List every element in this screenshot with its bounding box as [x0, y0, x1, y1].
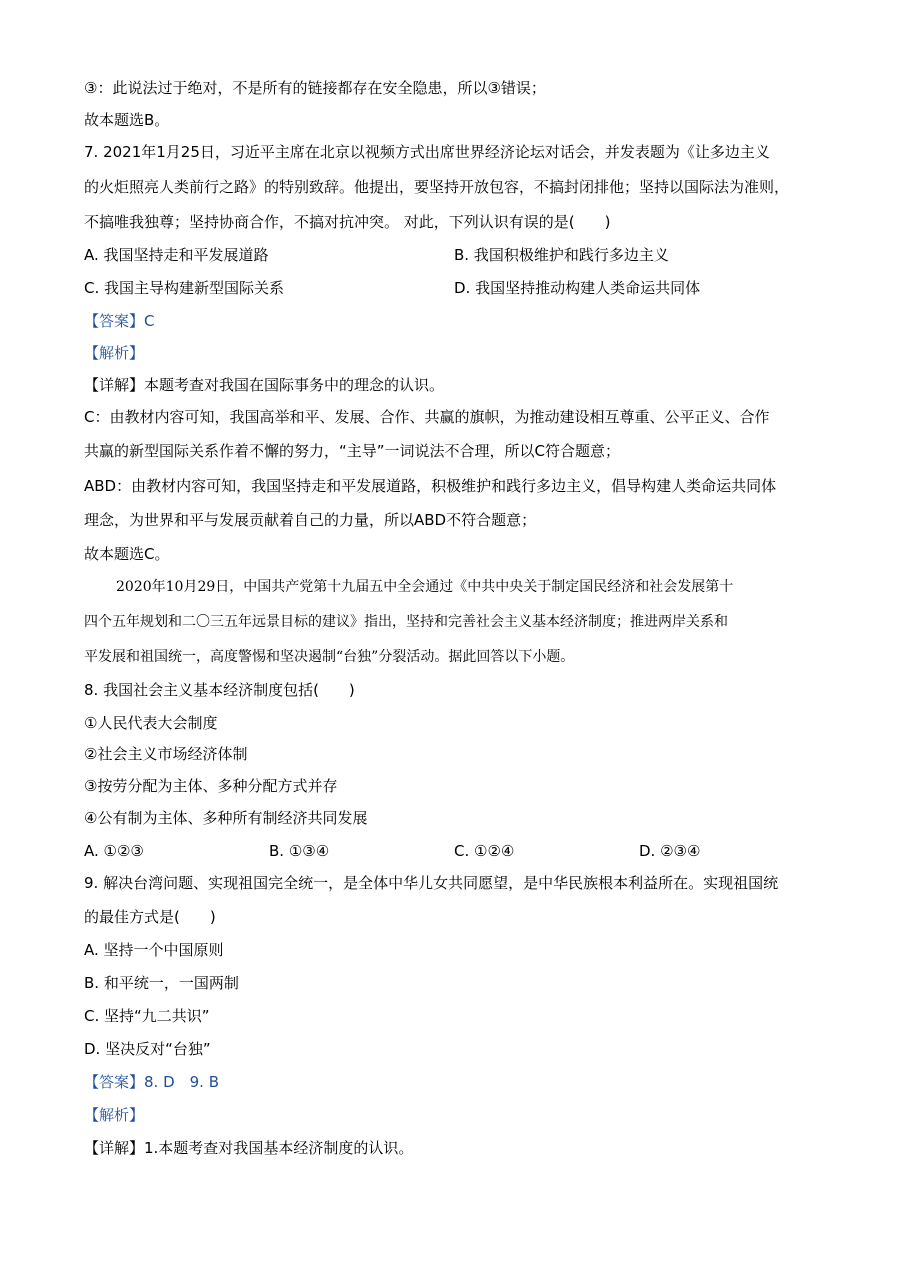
q9-option-b: B. 和平统一，一国两制 [84, 974, 239, 992]
q8-option-b: B. ①③④ [269, 842, 330, 860]
q9-option-c: C. 坚持“九二共识” [84, 1007, 210, 1025]
text-line: 故本题选B。 [84, 111, 170, 129]
q8-statement: ②社会主义市场经济体制 [84, 745, 248, 763]
q7-option-b: B. 我国积极维护和践行多边主义 [454, 246, 669, 264]
answer-label: 【答案】8. D 9. B [84, 1073, 220, 1091]
question-9-stem: 的最佳方式是( ) [84, 908, 216, 926]
detail-text: 故本题选C。 [84, 545, 170, 563]
detail-text: C：由教材内容可知，我国高举和平、发展、合作、共赢的旗帜，为推动建设相互尊重、公平正义、合作 [84, 408, 770, 426]
detail-text: 【详解】本题考查对我国在国际事务中的理念的认识。 [84, 376, 445, 394]
question-7-stem: 不搞唯我独尊；坚持协商合作，不搞对抗冲突。 对此，下列认识有误的是( ) [84, 213, 611, 231]
analysis-label: 【解析】 [84, 344, 145, 362]
answer-label: 【答案】C [84, 312, 155, 330]
q9-option-a: A. 坚持一个中国原则 [84, 941, 224, 959]
question-7-stem: 7. 2021年1月25日，习近平主席在北京以视频方式出席世界经济论坛对话会，并发表题为《让多边主义 [84, 143, 770, 161]
detail-text: 【详解】1.本题考查对我国基本经济制度的认识。 [84, 1139, 414, 1157]
text-line: ③：此说法过于绝对，不是所有的链接都存在安全隐患，所以③错误； [84, 79, 546, 97]
q8-option-a: A. ①②③ [84, 842, 144, 860]
material-paragraph: 2020年10月29日，中国共产党第十九届五中全会通过《中共中央关于制定国民经济和社会发展第十 [116, 579, 734, 595]
q8-statement: ④公有制为主体、多种所有制经济共同发展 [84, 809, 368, 827]
analysis-label: 【解析】 [84, 1106, 145, 1124]
q7-option-c: C. 我国主导构建新型国际关系 [84, 279, 285, 297]
question-8-stem: 8. 我国社会主义基本经济制度包括( ) [84, 681, 355, 699]
material-paragraph: 平发展和祖国统一，高度警惕和坚决遏制“台独”分裂活动。据此回答以下小题。 [84, 649, 575, 665]
question-7-stem: 的火炬照亮人类前行之路》的特别致辞。他提出，要坚持开放包容，不搞封闭排他；坚持以国际法为准则， [84, 178, 790, 196]
q9-option-d: D. 坚决反对“台独” [84, 1040, 211, 1058]
detail-text: ABD：由教材内容可知，我国坚持走和平发展道路，积极维护和践行多边主义，倡导构建人类命运共同体 [84, 477, 777, 495]
q8-statement: ①人民代表大会制度 [84, 714, 218, 732]
question-9-stem: 9. 解决台湾问题、实现祖国完全统一，是全体中华儿女共同愿望，是中华民族根本利益所在。实现祖国统 [84, 874, 779, 892]
q8-option-c: C. ①②④ [454, 842, 515, 860]
detail-text: 共赢的新型国际关系作着不懈的努力，“主导”一词说法不合理，所以C符合题意； [84, 442, 621, 460]
detail-text: 理念，为世界和平与发展贡献着自己的力量，所以ABD不符合题意； [84, 511, 537, 529]
q8-statement: ③按劳分配为主体、多种分配方式并存 [84, 777, 338, 795]
q8-option-d: D. ②③④ [639, 842, 701, 860]
material-paragraph: 四个五年规划和二〇三五年远景目标的建议》指出，坚持和完善社会主义基本经济制度；推进两岸关系和 [84, 614, 728, 630]
q7-option-a: A. 我国坚持走和平发展道路 [84, 246, 269, 264]
q7-option-d: D. 我国坚持推动构建人类命运共同体 [454, 279, 701, 297]
